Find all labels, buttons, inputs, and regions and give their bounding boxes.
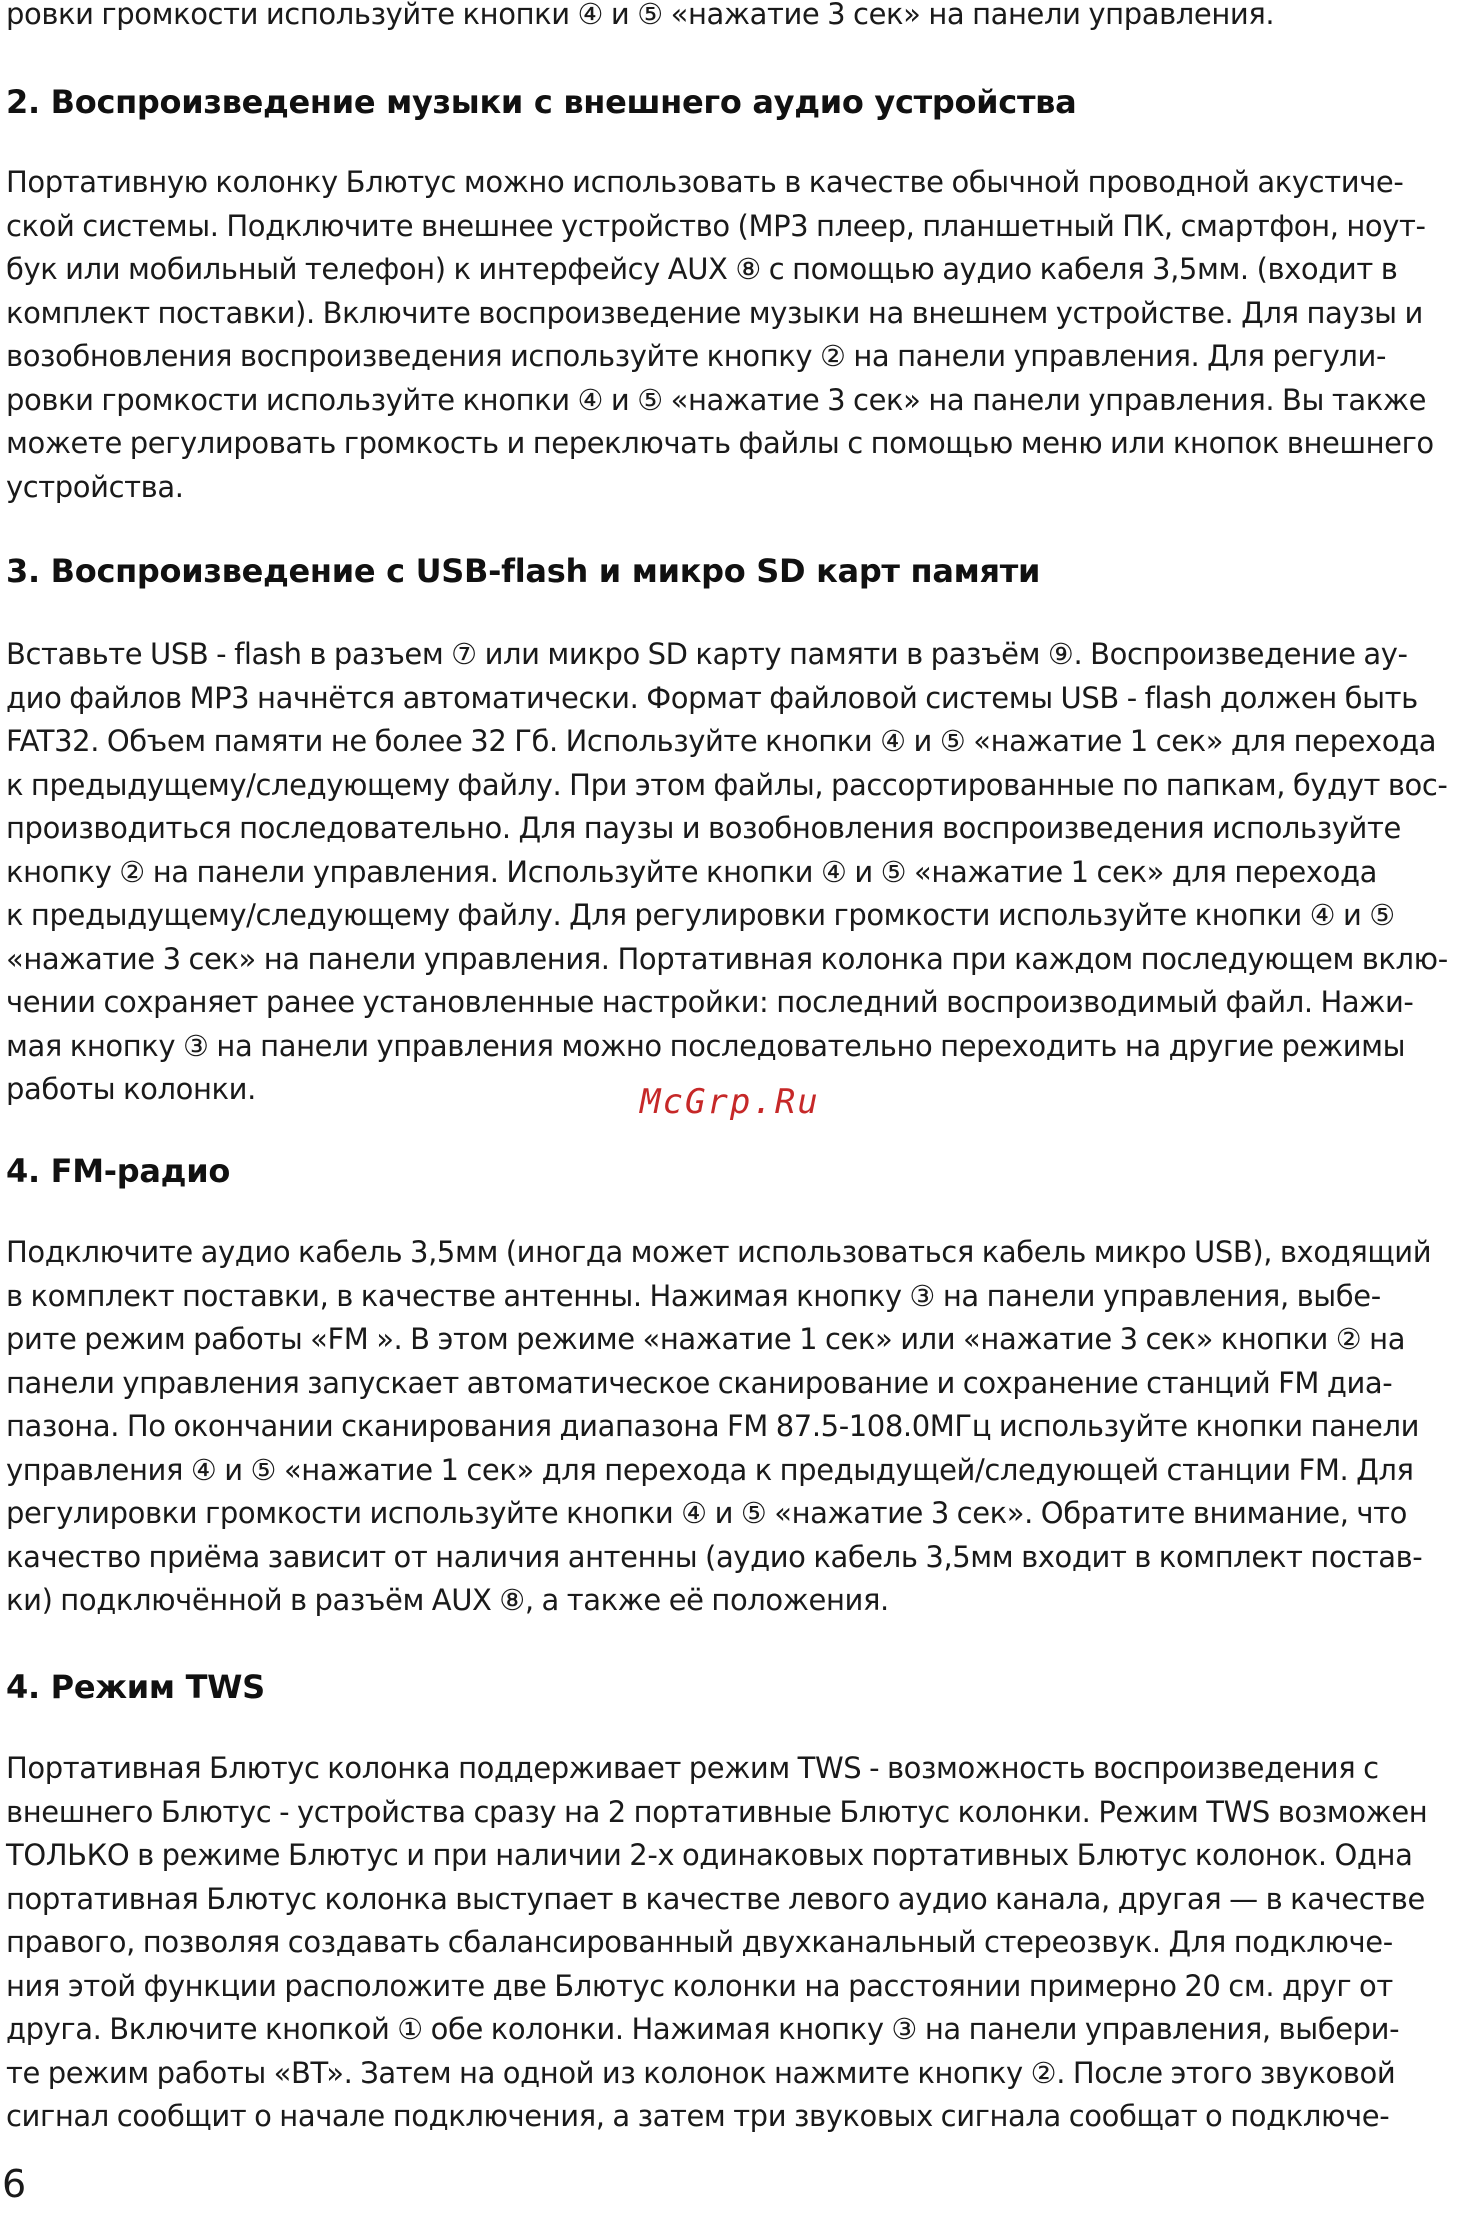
intro-paragraph — [6, 0, 1477, 37]
section-5 — [6, 1667, 1477, 1707]
section-3 — [6, 551, 1477, 591]
text-line: мая кнопку ③ на панели управления можно последовательно переходить на другие режимы — [6, 1028, 1406, 1063]
paragraph — [6, 633, 1477, 1112]
text-line: регулировки громкости используйте кнопки ④ и ⑤ «нажатие 3 сек». Обратите внимание, что — [6, 1496, 1407, 1530]
text-line: FAT32. Объем памяти не более 32 Гб. Используйте кнопки ④ и ⑤ «нажатие 1 сек» для перехода — [6, 724, 1437, 758]
text-line: сигнал сообщит о начале подключения, а затем три звуковых сигнала сообщат о подключе- — [6, 2099, 1390, 2133]
section-heading: 4. Режим TWS — [6, 1668, 265, 1706]
section-4 — [6, 1151, 1477, 1191]
text-line: комплект поставки). Включите воспроизведение музыки на внешнем устройстве. Для паузы и — [6, 295, 1423, 330]
text-line: Вставьте USB - flash в разъем ⑦ или микро SD карту памяти в разъём ⑨. Воспроизведение ау- — [6, 637, 1408, 671]
text-line: производиться последовательно. Для паузы и возобновления воспроизведения используйте — [6, 811, 1401, 845]
section-5-body — [6, 1747, 1477, 2139]
text-line: кнопку ② на панели управления. Используйте кнопки ④ и ⑤ «нажатие 1 сек» для перехода — [6, 854, 1377, 889]
text-line: управления ④ и ⑤ «нажатие 1 сек» для перехода к предыдущей/следующей станции FM. Для — [6, 1452, 1414, 1487]
text-line: чении сохраняет ранее установленные настройки: последний воспроизводимый файл. Нажи- — [6, 985, 1414, 1019]
section-heading: 2. Воспроизведение музыки с внешнего аудио устройства — [6, 83, 1077, 121]
text-line: ской системы. Подключите внешнее устройство (MP3 плеер, планшетный ПК, смартфон, ноут- — [6, 208, 1426, 243]
text-line: устройства. — [6, 469, 184, 504]
text-line: возобновления воспроизведения используйте кнопку ② на панели управления. Для регули- — [6, 339, 1387, 373]
text-line: в комплект поставки, в качестве антенны. Нажимая кнопку ③ на панели управления, выбе- — [6, 1278, 1381, 1313]
text-line: дио файлов MP3 начнётся автоматически. Формат файловой системы USB - flash должен быть — [6, 680, 1418, 715]
section-4-body — [6, 1231, 1477, 1623]
text-line: качество приёма зависит от наличия антенны (аудио кабель 3,5мм входит в комплект постав- — [6, 1539, 1423, 1574]
section-heading: 3. Воспроизведение с USB-flash и микро SD карт памяти — [6, 552, 1041, 590]
text-line: ТОЛЬКО в режиме Блютус и при наличии 2-х одинаковых портативных Блютус колонок. Одна — [6, 1838, 1413, 1872]
text-line: ки) подключённой в разъём AUX ⑧, а также её положения. — [6, 1583, 889, 1617]
section-2 — [6, 82, 1477, 122]
text-line: портативная Блютус колонка выступает в качестве левого аудио канала, другая — в качестве — [6, 1881, 1425, 1916]
paragraph — [6, 0, 1477, 37]
text-line: бук или мобильный телефон) к интерфейсу AUX ⑧ с помощью аудио кабеля 3,5мм. (входит в — [6, 252, 1398, 286]
text-line: панели управления запускает автоматическое сканирование и сохранение станций FM диа- — [6, 1365, 1393, 1400]
watermark: McGrp.Ru — [640, 1082, 820, 1122]
text-line: ния этой функции расположите две Блютус колонки на расстоянии примерно 20 см. друг от — [6, 1968, 1393, 2003]
text-line: внешнего Блютус - устройства сразу на 2 портативные Блютус колонки. Режим TWS возможен — [6, 1794, 1428, 1829]
text-line: пазона. По окончании сканирования диапазона FM 87.5-108.0МГц используйте кнопки панели — [6, 1409, 1420, 1443]
text-line: Портативную колонку Блютус можно использовать в качестве обычной проводной акустиче- — [6, 165, 1404, 199]
paragraph — [6, 1231, 1477, 1623]
text-line: Подключите аудио кабель 3,5мм (иногда может использоваться кабель микро USB), входящий — [6, 1235, 1432, 1269]
paragraph — [6, 161, 1477, 509]
text-line: друга. Включите кнопкой ① обе колонки. Нажимая кнопку ③ на панели управления, выбери- — [6, 2012, 1400, 2046]
text-line: к предыдущему/следующему файлу. Для регулировки громкости используйте кнопки ④ и ⑤ — [6, 898, 1395, 932]
text-line: рите режим работы «FM ». В этом режиме «нажатие 1 сек» или «нажатие 3 сек» кнопки ② на — [6, 1322, 1406, 1356]
text-line: правого, позволяя создавать сбалансированный двухканальный стереозвук. Для подключе- — [6, 1925, 1393, 1959]
text-line: Портативная Блютус колонка поддерживает режим TWS - возможность воспроизведения с — [6, 1751, 1379, 1785]
page-number: 6 — [2, 2162, 27, 2206]
text-line: работы колонки. — [6, 1072, 256, 1106]
text-line: те режим работы «BT». Затем на одной из колонок нажмите кнопку ②. После этого звуковой — [6, 2055, 1396, 2090]
section-heading: 4. FM-радио — [6, 1152, 230, 1190]
text-line: можете регулировать громкость и переключать файлы с помощью меню или кнопок внешнего — [6, 426, 1434, 460]
paragraph — [6, 1747, 1477, 2139]
text-line: ровки громкости используйте кнопки ④ и ⑤ «нажатие 3 сек» на панели управления. Вы также — [6, 382, 1427, 417]
section-2-body — [6, 161, 1477, 509]
section-3-body — [6, 633, 1477, 1112]
text-line: к предыдущему/следующему файлу. При этом файлы, рассортированные по папкам, будут вос- — [6, 767, 1448, 802]
text-line: ровки громкости используйте кнопки ④ и ⑤ «нажатие 3 сек» на панели управления. — [6, 0, 1275, 31]
text-line: «нажатие 3 сек» на панели управления. Портативная колонка при каждом последующем вклю- — [6, 941, 1448, 976]
